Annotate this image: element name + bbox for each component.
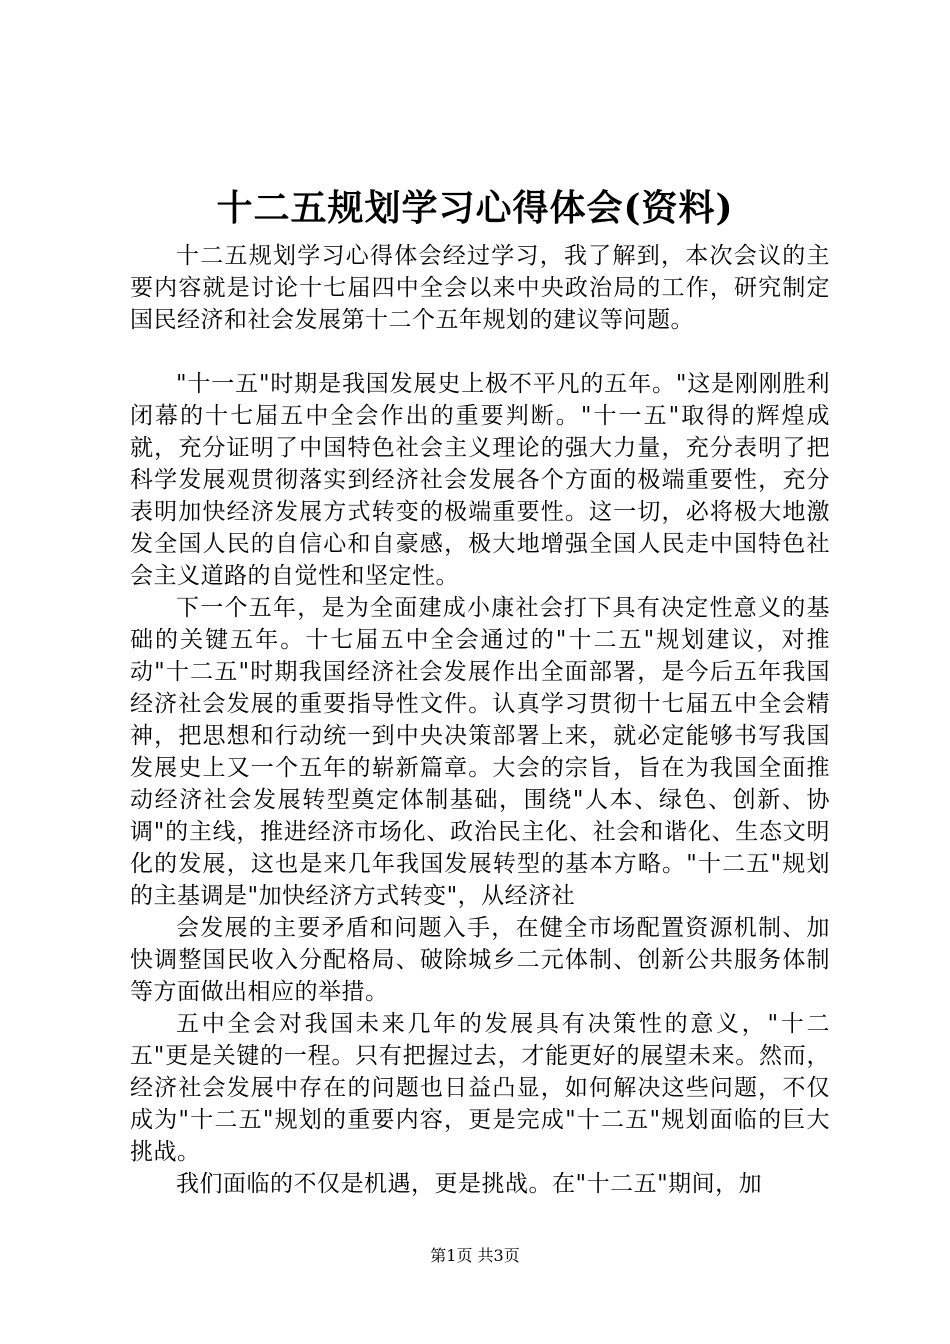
document-body — [130, 240, 830, 1200]
paragraph-next-five-years: 下一个五年，是为全面建成小康社会打下具有决定性意义的基础的关键五年。十七届五中全会通过的"十二五"规划建议，对推动"十二五"时期我国经济社会发展作出全面部署，是今后五年我国经济社会发展的重要指导性文件。认真学习贯彻十七届五中全会精神，把思想和行动统一到中央决策部署上来，就必定能够书写我国发展史上又一个五年的崭新篇章。大会的宗旨，旨在为我国全面推动经济社会发展转型奠定体制基础，围绕"人本、绿色、创新、协调"的主线，推进经济市场化、政治民主化、社会和谐化、生态文明化的发展，这也是来几年我国发展转型的基本方略。"十二五"规划的主基调是"加快经济方式转变"，从经济社 — [130, 595, 830, 909]
paragraph-eleventh-five-year: "十一五"时期是我国发展史上极不平凡的五年。"这是刚刚胜利闭幕的十七届五中全会作出的重要判断。"十一五"取得的辉煌成就，充分证明了中国特色社会主义理论的强大力量，充分表明了把科学发展观贯彻落实到经济社会发展各个方面的极端重要性，充分表明加快经济发展方式转变的极端重要性。这一切，必将极大地激发全国人民的自信心和自豪感，极大地增强全国人民走中国特色社会主义道路的自觉性和坚定性。 — [130, 371, 830, 589]
paragraph-intro: 十二五规划学习心得体会经过学习，我了解到，本次会议的主要内容就是讨论十七届四中全会以来中央政治局的工作，研究制定国民经济和社会发展第十二个五年规划的建议等问题。 — [130, 243, 830, 333]
paragraph-development-issues: 会发展的主要矛盾和问题入手，在健全市场配置资源机制、加快调整国民收入分配格局、破除城乡二元体制、创新公共服务体制等方面做出相应的举措。 — [130, 915, 830, 1005]
page-footer: 第1页 共3页 — [430, 1246, 520, 1265]
paragraph-challenges: 我们面临的不仅是机遇，更是挑战。在"十二五"期间，加 — [176, 1171, 763, 1197]
document-title: 十二五规划学习心得体会(资料) — [216, 187, 734, 229]
paragraph-fifth-plenum: 五中全会对我国未来几年的发展具有决策性的意义，"十二五"更是关键的一程。只有把握过去，才能更好的展望未来。然而，经济社会发展中存在的问题也日益凸显，如何解决这些问题，不仅成为"十二五"规划的重要内容，更是完成"十二五"规划面临的巨大挑战。 — [130, 1011, 830, 1165]
